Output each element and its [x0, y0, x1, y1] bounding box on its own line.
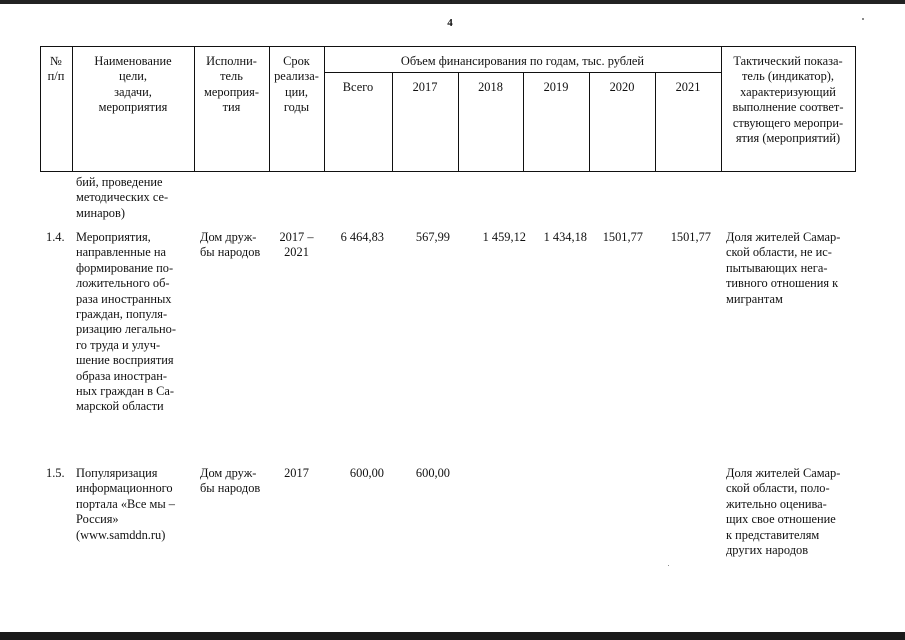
row-executor: Дом друж- бы народов — [200, 466, 261, 496]
row-value-2021: 1501,77 — [670, 230, 711, 244]
row-value-2020: 1501,77 — [602, 230, 643, 244]
header-year-2018: 2018 — [478, 80, 503, 94]
row-name: Популяризация информационного портала «Все мы – Россия» (www.samddn.ru) — [76, 466, 175, 542]
header-total: Всего — [342, 80, 374, 94]
row-indicator: Доля жителей Самар- ской области, поло- жительно оценива- щих свое отношение к представителям других народов — [726, 466, 841, 558]
row-total: 6 464,83 — [340, 230, 384, 244]
header-num: № п/п — [47, 54, 65, 84]
row-value-2018: 1 459,12 — [482, 230, 526, 244]
row-value-2019: 1 434,18 — [543, 230, 587, 244]
continuation-text: бий, проведение методических се- минаров) — [76, 175, 169, 220]
row-term: 2017 — [284, 466, 309, 480]
header-year-2019: 2019 — [543, 80, 569, 94]
header-name: Наименование цели, задачи, мероприятия — [94, 54, 172, 115]
header-term: Срок реализа- ции, годы — [274, 54, 319, 115]
header-year-2021: 2021 — [675, 80, 701, 94]
scan-speck — [862, 18, 864, 20]
header-top-border — [40, 46, 855, 47]
header-year-2020: 2020 — [609, 80, 635, 94]
row-number: 1.5. — [46, 466, 65, 480]
header-year-2017: 2017 — [412, 80, 438, 94]
row-total: 600,00 — [349, 466, 384, 480]
row-term: 2017 – 2021 — [279, 230, 314, 260]
row-indicator: Доля жителей Самар- ской области, не ис- пытывающих нега- тивного отношения к мигрантам — [726, 230, 841, 306]
header-bottom-border — [40, 171, 855, 172]
page-number: 4 — [447, 17, 453, 29]
row-number: 1.4. — [46, 230, 65, 244]
row-value-2017: 567,99 — [415, 230, 450, 244]
header-funding: Объем финансирования по годам, тыс. рублей — [400, 54, 645, 68]
header-indicator: Тактический показа- тель (индикатор), характеризующий выполнение соответ- ствующего меропри- ятия (мероприятий) — [732, 54, 844, 146]
scan-top-edge — [0, 0, 905, 4]
scan-speck — [668, 565, 669, 566]
header-executor: Исполни- тель мероприя- тия — [203, 54, 259, 115]
scan-bottom-edge — [0, 632, 905, 640]
row-value-2017: 600,00 — [415, 466, 450, 480]
column-border — [855, 46, 856, 172]
row-executor: Дом друж- бы народов — [200, 230, 261, 260]
row-name: Мероприятия, направленные на формирование по- ложительного об- раза иностранных граждан, популя- ризацию легально- го труда и улуч- шение восприятия образа иностран- ных граждан в Са- марской области — [76, 230, 176, 414]
